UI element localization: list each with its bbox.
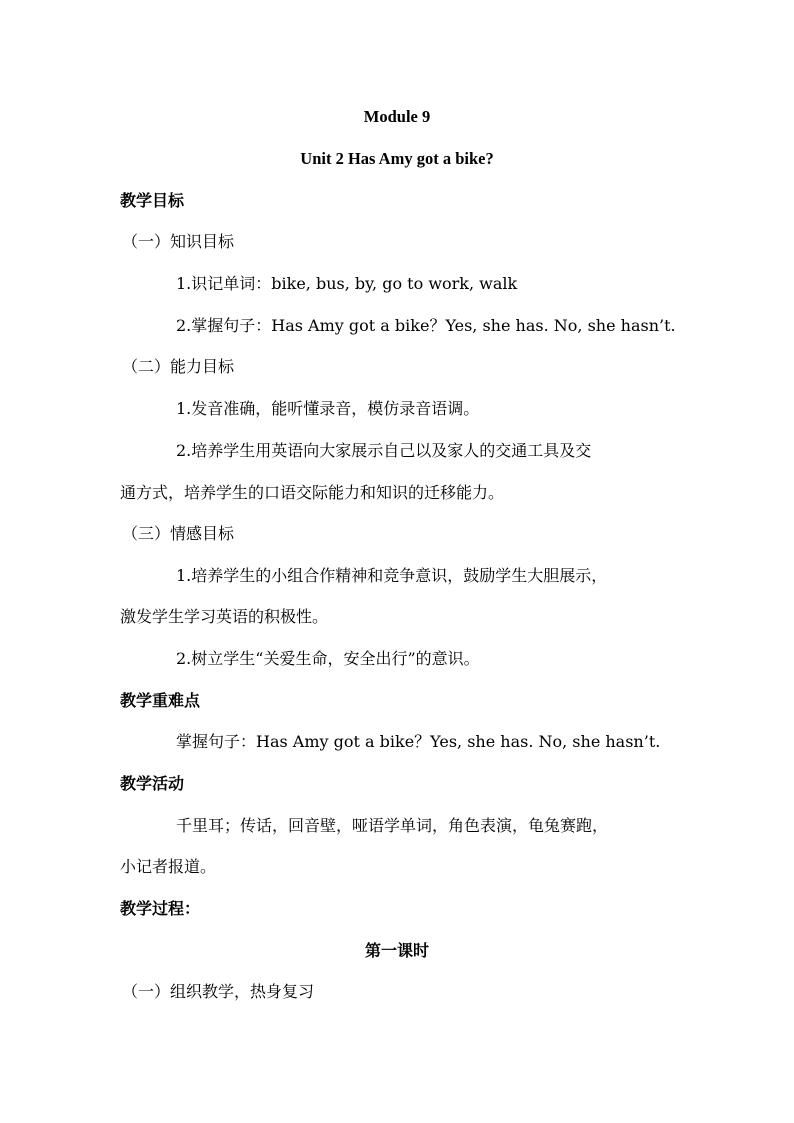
key-points-text: 掌握句子：Has Amy got a bike？Yes, she has. No, she hasn’t. (176, 732, 661, 751)
objectives-heading: 教学目标 (120, 191, 185, 210)
key-points-heading: 教学重难点 (120, 691, 201, 710)
process-heading: 教学过程： (120, 899, 201, 918)
step-1: （一）组织教学，热身复习 (122, 982, 315, 1001)
activities-line-2: 小记者报道。 (120, 857, 217, 876)
module-title: Module 9 (363, 107, 431, 126)
knowledge-item-1: 1.识记单词：bike, bus, by, go to work, walk (176, 274, 518, 293)
knowledge-heading: （一）知识目标 (122, 232, 235, 251)
knowledge-item-2: 2.掌握句子：Has Amy got a bike？Yes, she has. No, she hasn’t. (176, 316, 676, 335)
emotion-item-2: 2.树立学生“关爱生命，安全出行”的意识。 (176, 649, 480, 668)
ability-item-2-line-1: 2.培养学生用英语向大家展示自己以及家人的交通工具及交 (176, 441, 592, 460)
ability-item-2-line-2: 通方式，培养学生的口语交际能力和知识的迁移能力。 (120, 483, 505, 502)
lesson-title: 第一课时 (364, 941, 429, 960)
emotion-item-1-line-1: 1.培养学生的小组合作精神和竞争意识，鼓励学生大胆展示， (176, 566, 608, 585)
ability-item-1: 1.发音准确，能听懂录音，模仿录音语调。 (176, 399, 480, 418)
unit-title: Unit 2 Has Amy got a bike? (300, 149, 494, 168)
activities-line-1: 千里耳；传话，回音壁，哑语学单词，角色表演，龟兔赛跑， (176, 816, 609, 835)
ability-heading: （二）能力目标 (122, 357, 235, 376)
emotion-heading: （三）情感目标 (122, 524, 235, 543)
emotion-item-1-line-2: 激发学生学习英语的积极性。 (120, 607, 329, 626)
activities-heading: 教学活动 (120, 774, 185, 793)
